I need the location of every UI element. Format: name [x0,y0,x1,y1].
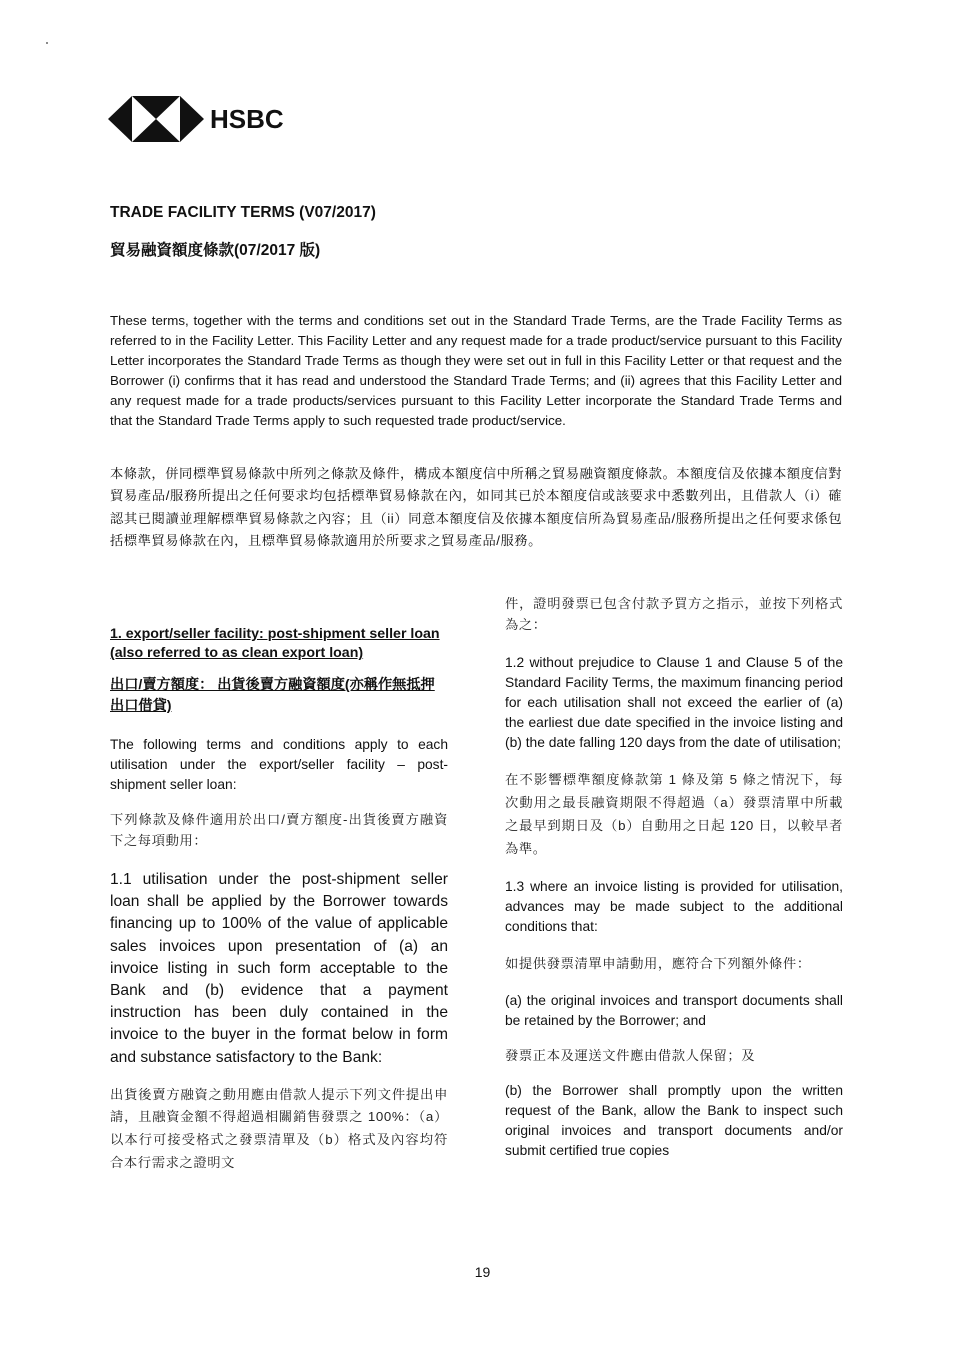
intro-paragraph: These terms, together with the terms and conditions set out in the Standard Trade Terms, are the Trade Facility Terms as referred to in the Facility Letter. This Facility Letter and any request made for a trade product/service pursuant to this Facility Letter incorporates the Standard Trade Terms as though they were set out in full in this Facility Letter or that request and the Borrower (i) confirms that it has read and understood the Standard Trade Terms; and (ii) agrees that this Facility Letter and any request made for a trade products/services pursuant to this Facility Letter incorporate the Standard Trade Terms and that the Standard Trade Terms apply to such requested trade product/service. [110,313,842,428]
document-title: TRADE FACILITY TERMS (V07/2017) [110,204,376,221]
clause-1-1-zh-continued: 件，證明發票已包含付款予買方之指示，並按下列格式為之： [505,596,843,632]
clause-1-3: 1.3 where an invoice listing is provided for utilisation, advances may be made subject to the additional conditions that: [505,879,843,934]
clause-1-1: 1.1 utilisation under the post-shipment seller loan shall be applied by the Borrower towards financing up to 100% of the value of applicable sales invoices upon presentation of (a) an invoice listing in such form acceptable to the Bank and (b) evidence that a payment instruction has been duly contained in the invoice to the buyer in the format below in form and substance satisfactory to the Bank: [110,871,448,1066]
section-1-title: export/seller facility: post-shipment seller loan (also referred to as clean export loan) [110,626,440,661]
section-1-heading-zh: 出口/賣方額度： 出貨後賣方融資額度(亦稱作無抵押出口借貸) [110,677,435,714]
section-1-intro-zh: 下列條款及條件適用於出口/賣方額度-出貨後賣方融資下之每項動用： [110,812,448,848]
hsbc-logo [108,96,284,142]
clause-1-1-zh: 出貨後賣方融資之動用應由借款人提示下列文件提出申請，且融資金額不得超過相關銷售發票之 100%：（a）以本行可接受格式之發票清單及（b）格式及內容均符合本行需求之證明文 [110,1086,448,1170]
section-1-heading [110,625,448,663]
clause-1-2-zh: 在不影響標準額度條款第 1 條及第 5 條之情況下，每次動用之最長融資期限不得超過（a）發票清單中所載之最早到期日及（b）自動用之日起 120 日，以較早者為準。 [505,772,843,856]
section-1-intro: The following terms and conditions apply to each utilisation under the export/seller facility – post-shipment seller loan: [110,737,448,792]
right-column [505,593,843,1161]
clause-1-2: 1.2 without prejudice to Clause 1 and Clause 5 of the Standard Facility Terms, the maximum financing period for each utilisation shall not exceed the earlier of (a) the earliest due date specified in the invoice listing and (b) the date falling 120 days from the date of utilisation; [505,655,843,750]
clause-1-3-a: (a) the original invoices and transport documents shall be retained by the Borrower; and [505,993,843,1028]
clause-1-3-zh: 如提供發票清單申請動用，應符合下列額外條件： [505,956,811,971]
page-number: 19 [474,1264,491,1280]
section-1-number: 1. [110,626,122,642]
scan-speck [46,42,48,44]
hsbc-wordmark: HSBC [210,103,284,134]
clause-1-3-b: (b) the Borrower shall promptly upon the written request of the Bank, allow the Bank to inspect such original invoices and transport documents and/or submit certified true copies [505,1083,843,1158]
document-title-zh: 貿易融資額度條款(07/2017 版) [110,242,321,259]
intro-paragraph-zh: 本條款，併同標準貿易條款中所列之條款及條件，構成本額度信中所稱之貿易融資額度條款。本額度信及依據本額度信對貿易產品/服務所提出之任何要求均包括標準貿易條款在內，如同其已於本額度信或該要求中悉數列出，且借款人（i）確認其已閱讀並理解標準貿易條款之內容；且（ii）同意本額度信及依據本額度信所為貿易產品/服務所提出之任何要求係包括標準貿易條款在內，且標準貿易條款適用於所要求之貿易產品/服務。 [110,466,842,549]
left-column [110,625,448,1174]
clause-1-3-a-zh: 發票正本及運送文件應由借款人保留；及 [505,1048,756,1063]
hsbc-hexagon-icon [108,96,204,142]
